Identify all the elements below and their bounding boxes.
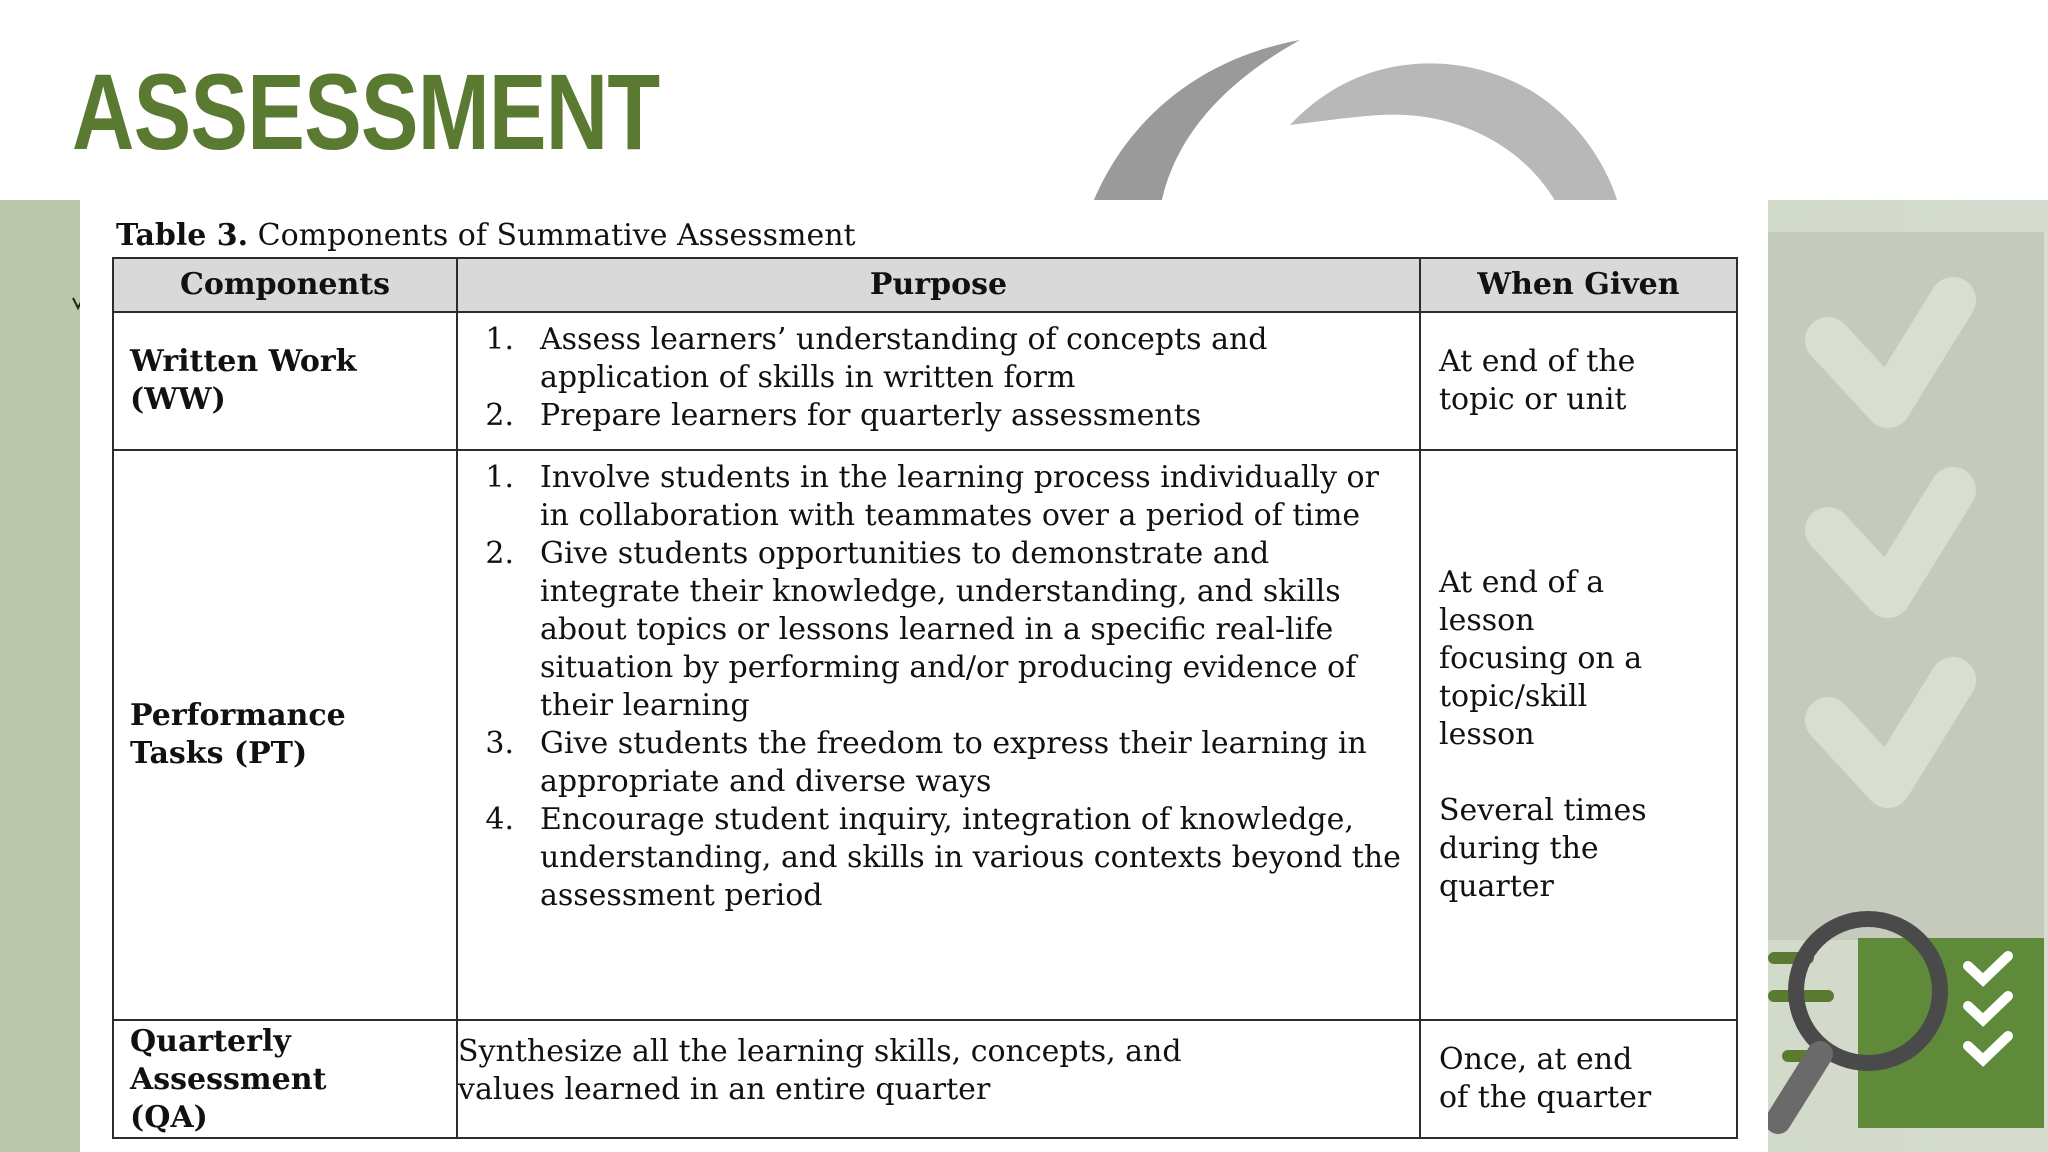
table-row-pt (113, 450, 1737, 1020)
when-given-text: At end of a lesson focusing on a topic/skill lesson (1439, 565, 1643, 752)
when-given-spacer (1439, 754, 1718, 792)
table-row-qa (113, 1020, 1737, 1138)
purpose-text: Give students the freedom to express their learning in appropriate and diverse ways (540, 726, 1367, 799)
table-row-ww (113, 312, 1737, 450)
purpose-list (474, 321, 1403, 435)
purpose-text: Synthesize all the learning skills, concepts, and values learned in an entire quarter (458, 1034, 1182, 1107)
table-header-row (113, 258, 1737, 312)
purpose-text: Encourage student inquiry, integration of knowledge, understanding, and skills in various contexts beyond the assessment period (540, 802, 1401, 913)
header-components: Components (113, 258, 457, 312)
purpose-text: Give students opportunities to demonstrate and integrate their knowledge, understanding, and skills about topics or lessons learned in a specific real-life situation by performing and/or producing evidence of their learning (540, 536, 1357, 723)
slide-title: ASSESSMENT (72, 51, 660, 172)
purpose-item: 1. Assess learners’ understanding of concepts and application of skills in written form (485, 322, 1268, 395)
when-given-cell (1420, 450, 1737, 1020)
header-when-given: When Given (1420, 258, 1737, 312)
when-given-text: Once, at end of the quarter (1439, 1042, 1652, 1115)
purpose-item: 3. Give students the freedom to express their learning in appropriate and diverse ways (485, 726, 1367, 799)
caption-label: Table 3. (116, 218, 249, 253)
when-given-cell (1420, 312, 1737, 450)
checkmark-icons (1768, 240, 2044, 890)
table-caption (116, 216, 856, 256)
header-purpose: Purpose (457, 258, 1420, 312)
purpose-cell (457, 1020, 1420, 1138)
purpose-list (474, 459, 1403, 915)
purpose-item: 4. Encourage student inquiry, integration of knowledge, understanding, and skills in various contexts beyond the assessment period (485, 802, 1401, 913)
purpose-text: Involve students in the learning process individually or in collaboration with teammates over a period of time (540, 460, 1379, 533)
caption-text: Components of Summative Assessment (248, 218, 856, 253)
component-label: Quarterly Assessment (QA) (130, 1024, 327, 1135)
table-scan (80, 200, 1768, 1152)
purpose-cell (457, 312, 1420, 450)
purpose-item: 2. Prepare learners for quarterly assessments (485, 398, 1202, 433)
when-given-text: At end of the topic or unit (1439, 344, 1636, 417)
component-cell (113, 1020, 457, 1138)
component-label: Performance Tasks (PT) (130, 698, 346, 771)
purpose-text: Assess learners’ understanding of concepts and application of skills in written form (540, 322, 1268, 395)
clipboard-magnifier-icon (1768, 896, 2044, 1152)
swirl-graphic (1060, 30, 1700, 210)
purpose-cell (457, 450, 1420, 1020)
purpose-text: Prepare learners for quarterly assessments (540, 398, 1202, 433)
when-given-text: Several times during the quarter (1439, 793, 1647, 904)
component-cell (113, 450, 457, 1020)
component-cell (113, 312, 457, 450)
component-label: Written Work (WW) (130, 344, 357, 417)
purpose-item: 2. Give students opportunities to demonstrate and integrate their knowledge, understanding, and skills about topics or lessons learned in a specific real-life situation by performing and/or producing evidence of their learning (485, 536, 1357, 723)
summative-assessment-table (112, 257, 1738, 1139)
when-given-cell (1420, 1020, 1737, 1138)
purpose-item: 1. Involve students in the learning process individually or in collaboration with teammates over a period of time (485, 460, 1379, 533)
